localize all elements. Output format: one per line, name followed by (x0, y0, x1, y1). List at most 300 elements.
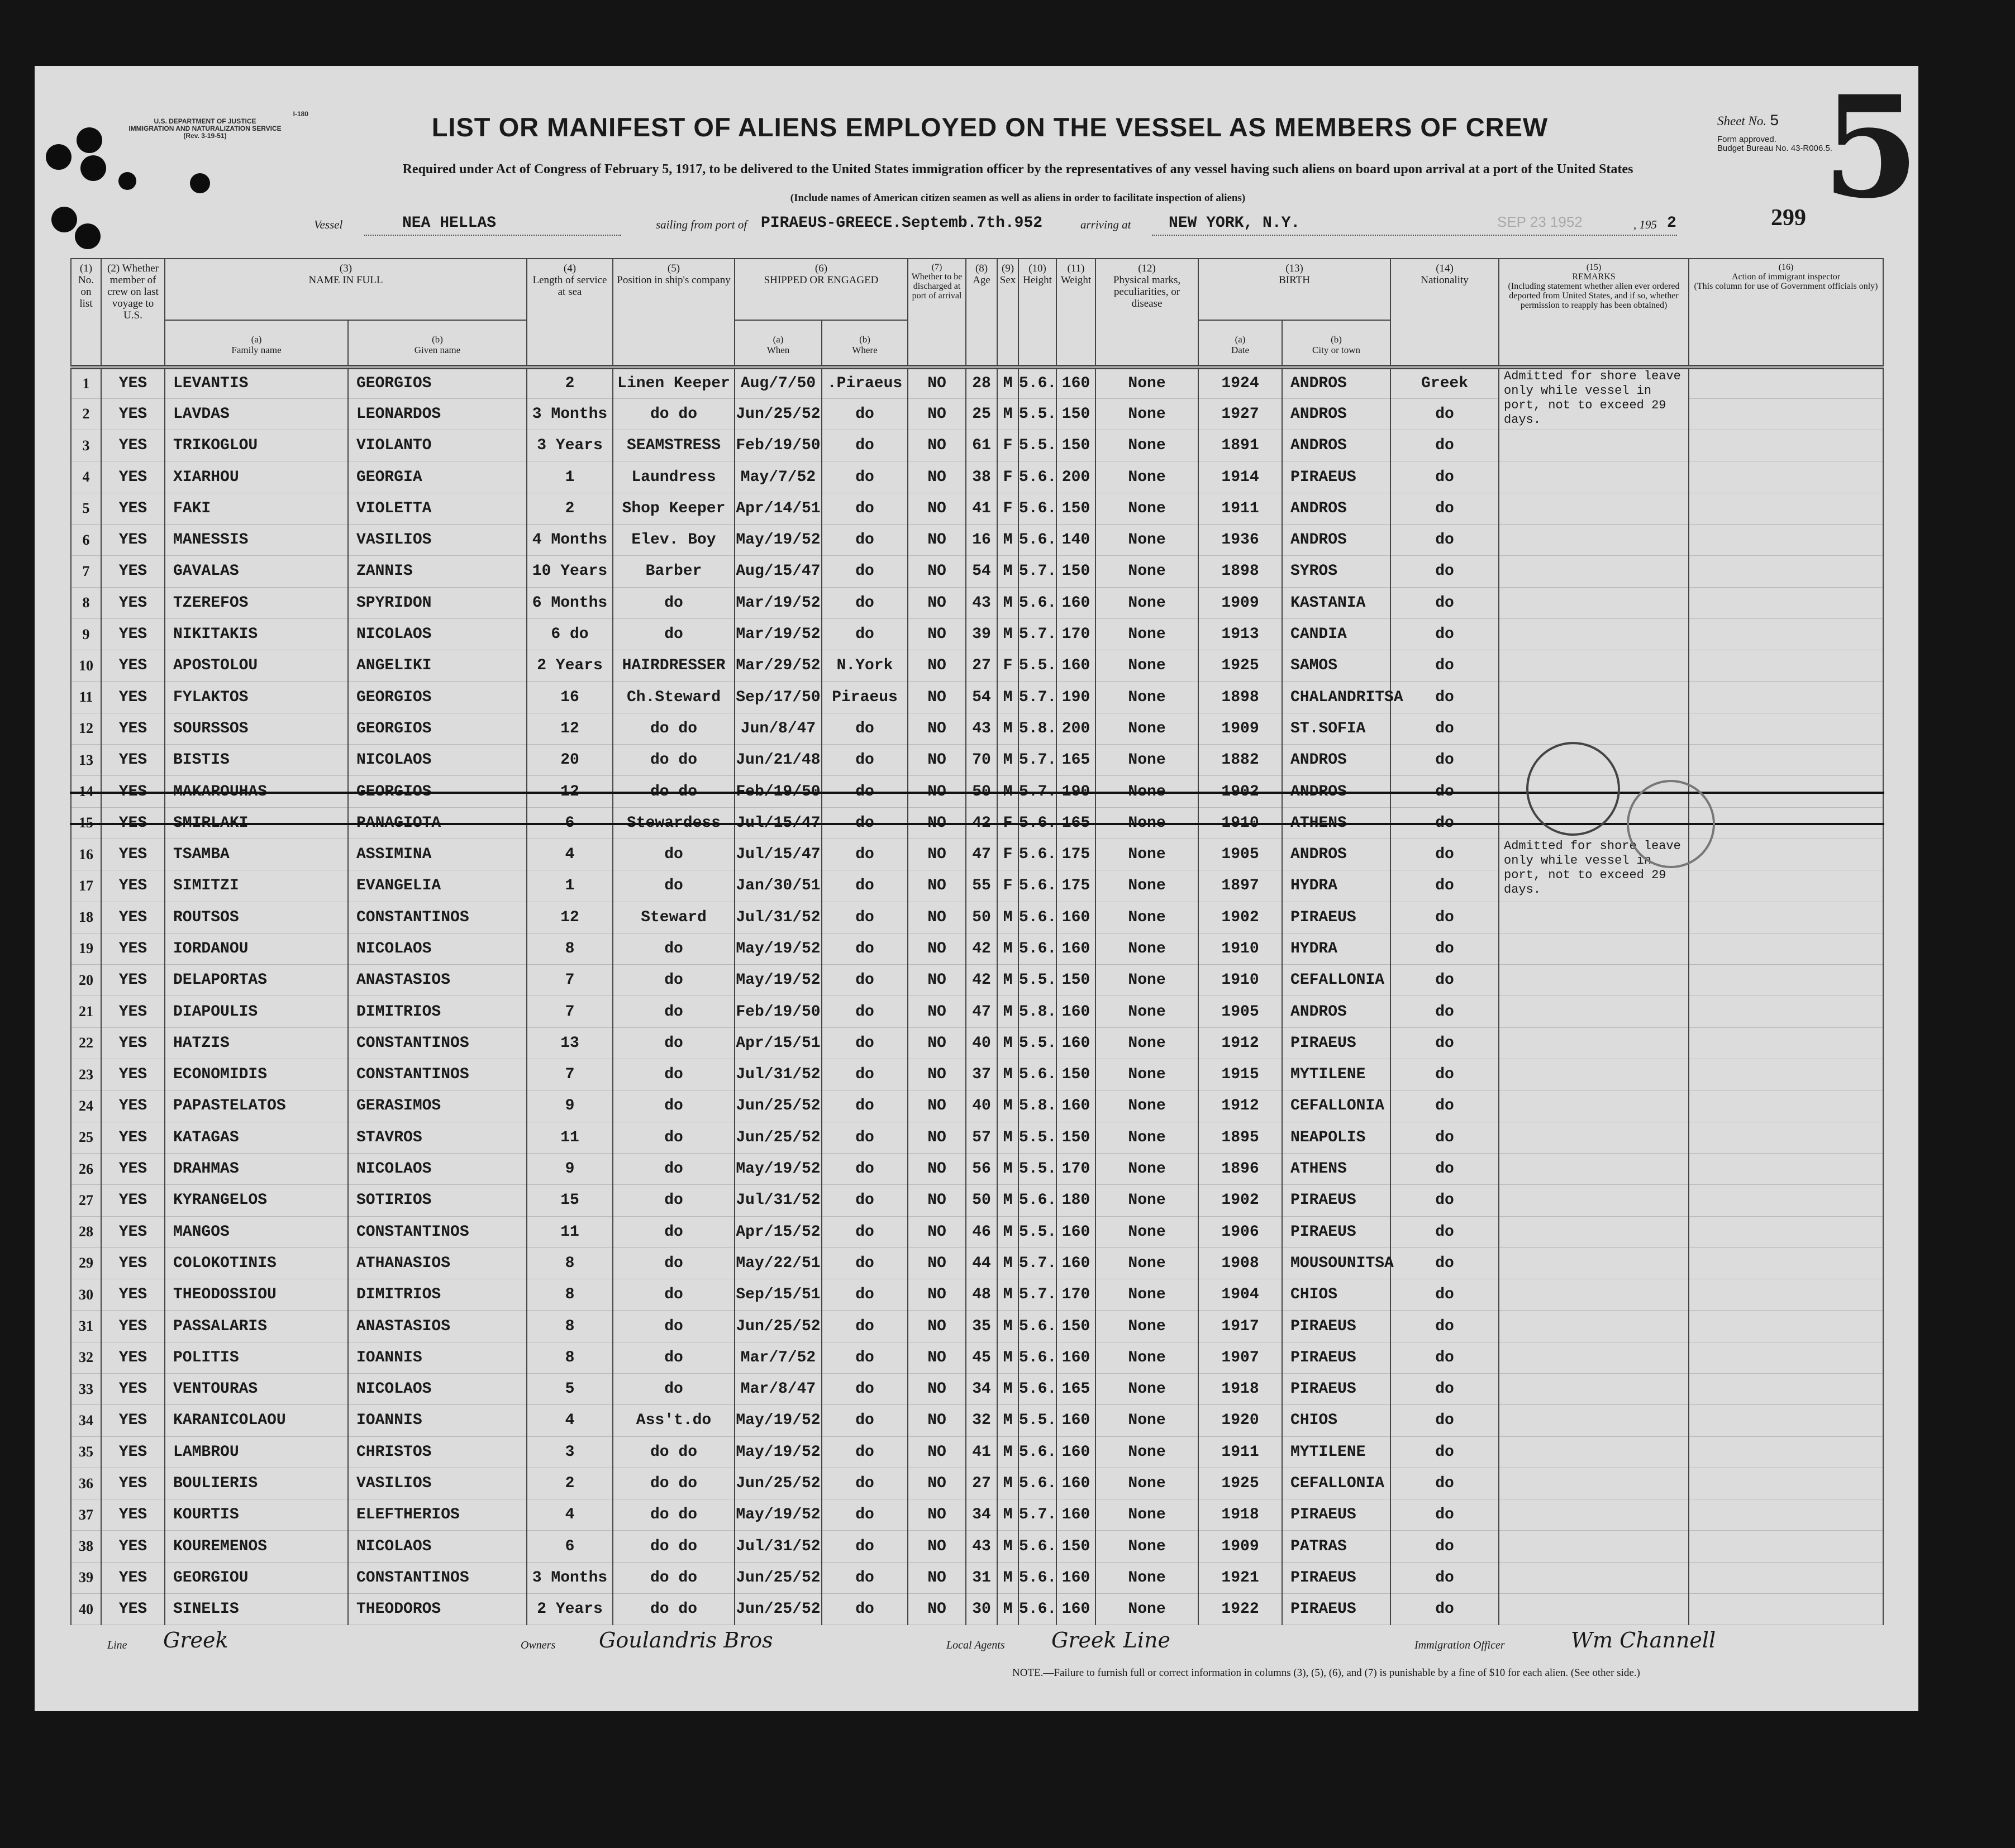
include-note: (Include names of American citizen seamen as well as aliens in order to facilitate inspection of aliens) (790, 192, 1246, 204)
discharged-cell: NO (908, 745, 966, 776)
family-name-cell: DIAPOULIS (165, 996, 348, 1027)
position-cell: Ass't.do (613, 1405, 735, 1436)
birth-date-cell: 1911 (1198, 1436, 1282, 1468)
weight-cell: 150 (1056, 430, 1095, 461)
service-length-cell: 7 (527, 996, 613, 1027)
col-service-header: (4) Length of service at sea (527, 259, 613, 367)
shipped-when-cell: Feb/19/50 (735, 996, 822, 1027)
height-cell: 5.5. (1018, 1122, 1056, 1153)
remarks-cell (1499, 682, 1689, 713)
given-name-cell: SOTIRIOS (348, 1185, 527, 1216)
height-cell: 5.7. (1018, 556, 1056, 587)
crew-last-voyage-cell: YES (101, 1342, 165, 1373)
sex-cell: M (997, 1499, 1018, 1531)
given-name-cell: CONSTANTINOS (348, 902, 527, 933)
birth-date-cell: 1905 (1198, 996, 1282, 1027)
vessel-underline (364, 235, 621, 236)
arrival-date-stamp: SEP 23 1952 (1497, 213, 1583, 230)
birth-place-cell: MYTILENE (1282, 1436, 1390, 1468)
nationality-cell: do (1390, 1562, 1499, 1593)
sailing-from: PIRAEUS-GREECE.Septemb.7th.952 (761, 215, 1043, 232)
crew-last-voyage-cell: YES (101, 1436, 165, 1468)
table-row (71, 1090, 1883, 1122)
family-name-cell: NIKITAKIS (165, 618, 348, 650)
shipped-where-cell: do (822, 965, 908, 996)
col-sex-header: (9) Sex (997, 259, 1018, 367)
family-name-cell: LEVANTIS (165, 367, 348, 398)
sex-cell: M (997, 933, 1018, 964)
col-given-name-header: (b) Given name (348, 320, 527, 367)
birth-place-cell: PIRAEUS (1282, 1374, 1390, 1405)
birth-place-cell: ANDROS (1282, 367, 1390, 398)
family-name-cell: LAVDAS (165, 398, 348, 430)
table-row (71, 461, 1883, 493)
discharged-cell: NO (908, 618, 966, 650)
family-name-cell: HATZIS (165, 1027, 348, 1059)
height-cell: 5.7. (1018, 682, 1056, 713)
sex-cell: M (997, 1562, 1018, 1593)
service-length-cell: 4 Months (527, 524, 613, 555)
given-name-cell: CONSTANTINOS (348, 1027, 527, 1059)
inspector-action-cell (1689, 556, 1883, 587)
row-number-cell: 22 (71, 1027, 101, 1059)
physical-marks-cell: None (1095, 1059, 1198, 1090)
physical-marks-cell: None (1095, 587, 1198, 618)
discharged-cell: NO (908, 1090, 966, 1122)
service-length-cell: 11 (527, 1216, 613, 1247)
table-row (71, 618, 1883, 650)
given-name-cell: VIOLETTA (348, 493, 527, 524)
position-cell: do (613, 1059, 735, 1090)
given-name-cell: IOANNIS (348, 1342, 527, 1373)
remarks-cell (1499, 1531, 1689, 1562)
birth-date-cell: 1921 (1198, 1562, 1282, 1593)
discharged-cell: NO (908, 430, 966, 461)
position-cell: Steward (613, 902, 735, 933)
height-cell: 5.7. (1018, 776, 1056, 807)
weight-cell: 160 (1056, 1216, 1095, 1247)
row-number-cell: 1 (71, 367, 101, 398)
inspector-action-cell (1689, 776, 1883, 807)
shipped-where-cell: do (822, 618, 908, 650)
remarks-cell: Admitted for shore leave only while vessel in port, not to exceed 29 days. (1499, 839, 1689, 902)
remarks-cell (1499, 1374, 1689, 1405)
given-name-cell: GEORGIOS (348, 367, 527, 398)
inspector-action-cell (1689, 430, 1883, 461)
row-number-cell: 27 (71, 1185, 101, 1216)
crew-last-voyage-cell: YES (101, 713, 165, 744)
inspector-action-cell (1689, 1499, 1883, 1531)
height-cell: 5.6. (1018, 1185, 1056, 1216)
nationality-cell: do (1390, 1027, 1499, 1059)
shipped-when-cell: Jul/31/52 (735, 1531, 822, 1562)
birth-place-cell: PIRAEUS (1282, 1216, 1390, 1247)
birth-date-cell: 1911 (1198, 493, 1282, 524)
remarks-cell (1499, 524, 1689, 555)
position-cell: do (613, 1153, 735, 1184)
crew-last-voyage-cell: YES (101, 1562, 165, 1593)
weight-cell: 160 (1056, 902, 1095, 933)
shipped-when-cell: May/22/51 (735, 1247, 822, 1279)
birth-place-cell: HYDRA (1282, 933, 1390, 964)
shipped-when-cell: Apr/15/52 (735, 1216, 822, 1247)
inspector-action-cell (1689, 461, 1883, 493)
table-row (71, 1059, 1883, 1090)
service-length-cell: 3 Years (527, 430, 613, 461)
birth-date-cell: 1902 (1198, 1185, 1282, 1216)
height-cell: 5.6. (1018, 933, 1056, 964)
birth-date-cell: 1909 (1198, 713, 1282, 744)
position-cell: do (613, 618, 735, 650)
position-cell: do do (613, 1499, 735, 1531)
remarks-cell (1499, 1436, 1689, 1468)
given-name-cell: GEORGIOS (348, 776, 527, 807)
table-row (71, 1247, 1883, 1279)
crew-last-voyage-cell: YES (101, 650, 165, 682)
discharged-cell: NO (908, 1027, 966, 1059)
service-length-cell: 4 (527, 1499, 613, 1531)
service-length-cell: 2 (527, 1468, 613, 1499)
family-name-cell: IORDANOU (165, 933, 348, 964)
sex-cell: M (997, 1185, 1018, 1216)
inspector-action-cell (1689, 1311, 1883, 1342)
sex-cell: M (997, 1059, 1018, 1090)
inspector-action-cell (1689, 1153, 1883, 1184)
table-row (71, 1562, 1883, 1593)
punch-hole (118, 172, 136, 190)
physical-marks-cell: None (1095, 1216, 1198, 1247)
given-name-cell: NICOLAOS (348, 1374, 527, 1405)
position-cell: Ch.Steward (613, 682, 735, 713)
sex-cell: M (997, 902, 1018, 933)
shipped-where-cell: N.York (822, 650, 908, 682)
birth-place-cell: CHALANDRITSA (1282, 682, 1390, 713)
birth-date-cell: 1936 (1198, 524, 1282, 555)
row-number-cell: 18 (71, 902, 101, 933)
discharged-cell: NO (908, 933, 966, 964)
inspector-action-cell (1689, 745, 1883, 776)
remarks-cell (1499, 1153, 1689, 1184)
table-row (71, 556, 1883, 587)
height-cell: 5.6. (1018, 870, 1056, 902)
position-cell: do (613, 933, 735, 964)
given-name-cell: LEONARDOS (348, 398, 527, 430)
shipped-where-cell: do (822, 1499, 908, 1531)
given-name-cell: GEORGIOS (348, 713, 527, 744)
officer-label: Immigration Officer (1414, 1639, 1505, 1651)
owners-value: Goulandris Bros (599, 1628, 773, 1652)
weight-cell: 170 (1056, 618, 1095, 650)
remarks-cell (1499, 1279, 1689, 1311)
crew-last-voyage-cell: YES (101, 807, 165, 839)
discharged-cell: NO (908, 902, 966, 933)
row-number-cell: 25 (71, 1122, 101, 1153)
crew-last-voyage-cell: YES (101, 1279, 165, 1311)
crew-rows (71, 367, 1883, 1625)
weight-cell: 160 (1056, 1090, 1095, 1122)
discharged-cell: NO (908, 682, 966, 713)
height-cell: 5.6. (1018, 367, 1056, 398)
department-header (102, 111, 308, 140)
shipped-where-cell: do (822, 398, 908, 430)
given-name-cell: NICOLAOS (348, 618, 527, 650)
col-birth-city-header: (b) City or town (1282, 320, 1390, 367)
shipped-when-cell: Aug/15/47 (735, 556, 822, 587)
table-row (71, 587, 1883, 618)
col-shipped-header: (6) SHIPPED OR ENGAGED (735, 259, 908, 320)
birth-date-cell: 1920 (1198, 1405, 1282, 1436)
height-cell: 5.5. (1018, 1216, 1056, 1247)
shipped-where-cell: do (822, 1594, 908, 1625)
service-length-cell: 8 (527, 1311, 613, 1342)
family-name-cell: DRAHMAS (165, 1153, 348, 1184)
remarks-cell (1499, 996, 1689, 1027)
given-name-cell: ANASTASIOS (348, 965, 527, 996)
given-name-cell: GERASIMOS (348, 1090, 527, 1122)
sex-cell: F (997, 807, 1018, 839)
remarks-cell (1499, 618, 1689, 650)
crew-last-voyage-cell: YES (101, 556, 165, 587)
service-length-cell: 4 (527, 1405, 613, 1436)
form-number: I-180 (293, 110, 308, 118)
shipped-where-cell: do (822, 430, 908, 461)
discharged-cell: NO (908, 807, 966, 839)
shipped-where-cell: do (822, 1090, 908, 1122)
crew-last-voyage-cell: YES (101, 1216, 165, 1247)
birth-date-cell: 1925 (1198, 1468, 1282, 1499)
position-cell: Shop Keeper (613, 493, 735, 524)
height-cell: 5.6. (1018, 1594, 1056, 1625)
age-cell: 39 (966, 618, 997, 650)
service-length-cell: 6 do (527, 618, 613, 650)
family-name-cell: KOUREMENOS (165, 1531, 348, 1562)
position-cell: do do (613, 1594, 735, 1625)
row-number-cell: 36 (71, 1468, 101, 1499)
discharged-cell: NO (908, 493, 966, 524)
height-cell: 5.8. (1018, 996, 1056, 1027)
given-name-cell: NICOLAOS (348, 933, 527, 964)
birth-date-cell: 1917 (1198, 1311, 1282, 1342)
position-cell: do (613, 996, 735, 1027)
nationality-cell: do (1390, 587, 1499, 618)
nationality-cell: do (1390, 1405, 1499, 1436)
table-row (71, 1216, 1883, 1247)
crew-last-voyage-cell: YES (101, 1059, 165, 1090)
birth-date-cell: 1909 (1198, 1531, 1282, 1562)
inspector-action-cell (1689, 870, 1883, 902)
weight-cell: 160 (1056, 933, 1095, 964)
punch-hole (46, 144, 72, 170)
physical-marks-cell: None (1095, 650, 1198, 682)
col-position-header: (5) Position in ship's company (613, 259, 735, 367)
shipped-when-cell: Aug/7/50 (735, 367, 822, 398)
shipped-where-cell: do (822, 524, 908, 555)
col-number-header: (1) No. on list (71, 259, 101, 367)
nationality-cell: do (1390, 933, 1499, 964)
sheet-body (35, 66, 1918, 1711)
crew-last-voyage-cell: YES (101, 461, 165, 493)
crew-last-voyage-cell: YES (101, 1153, 165, 1184)
table-row (71, 682, 1883, 713)
crew-last-voyage-cell: YES (101, 1405, 165, 1436)
shipped-when-cell: Jul/31/52 (735, 1059, 822, 1090)
sex-cell: M (997, 398, 1018, 430)
sex-cell: M (997, 1531, 1018, 1562)
nationality-cell: do (1390, 1122, 1499, 1153)
shipped-when-cell: May/19/52 (735, 965, 822, 996)
age-cell: 45 (966, 1342, 997, 1373)
nationality-cell: do (1390, 1247, 1499, 1279)
discharged-cell: NO (908, 776, 966, 807)
family-name-cell: TZEREFOS (165, 587, 348, 618)
weight-cell: 160 (1056, 996, 1095, 1027)
table-row (71, 902, 1883, 933)
sex-cell: M (997, 1436, 1018, 1468)
crew-last-voyage-cell: YES (101, 933, 165, 964)
inspector-action-cell (1689, 1374, 1883, 1405)
nationality-cell: do (1390, 1059, 1499, 1090)
height-cell: 5.6. (1018, 1311, 1056, 1342)
weight-cell: 150 (1056, 556, 1095, 587)
position-cell: do (613, 965, 735, 996)
row-number-cell: 33 (71, 1374, 101, 1405)
page-title: LIST OR MANIFEST OF ALIENS EMPLOYED ON THE VESSEL AS MEMBERS OF CREW (431, 112, 1549, 142)
physical-marks-cell: None (1095, 745, 1198, 776)
physical-marks-cell: None (1095, 398, 1198, 430)
birth-date-cell: 1882 (1198, 745, 1282, 776)
year-suffix: 2 (1667, 215, 1676, 232)
birth-place-cell: ST.SOFIA (1282, 713, 1390, 744)
shipped-where-cell: do (822, 1122, 908, 1153)
shipped-where-cell: do (822, 745, 908, 776)
given-name-cell: NICOLAOS (348, 1153, 527, 1184)
nationality-cell: do (1390, 1311, 1499, 1342)
crew-last-voyage-cell: YES (101, 745, 165, 776)
position-cell: do (613, 1247, 735, 1279)
inspector-action-cell (1689, 839, 1883, 870)
shipped-when-cell: Apr/15/51 (735, 1027, 822, 1059)
family-name-cell: COLOKOTINIS (165, 1247, 348, 1279)
birth-place-cell: PIRAEUS (1282, 1185, 1390, 1216)
weight-cell: 200 (1056, 713, 1095, 744)
nationality-cell: do (1390, 461, 1499, 493)
shipped-when-cell: Jun/25/52 (735, 1562, 822, 1593)
table-row (71, 367, 1883, 398)
shipped-when-cell: Jun/25/52 (735, 398, 822, 430)
remarks-cell: Admitted for shore leave only while vessel in port, not to exceed 29 days. (1499, 367, 1689, 430)
position-cell: Linen Keeper (613, 367, 735, 398)
nationality-cell: do (1390, 1468, 1499, 1499)
discharged-cell: NO (908, 1311, 966, 1342)
shipped-where-cell: do (822, 461, 908, 493)
shipped-when-cell: May/19/52 (735, 1405, 822, 1436)
table-row (71, 713, 1883, 744)
remarks-cell (1499, 1247, 1689, 1279)
nationality-cell: do (1390, 1499, 1499, 1531)
height-cell: 5.5. (1018, 965, 1056, 996)
remarks-cell (1499, 1562, 1689, 1593)
table-row (71, 1185, 1883, 1216)
birth-place-cell: ATHENS (1282, 1153, 1390, 1184)
given-name-cell: CONSTANTINOS (348, 1216, 527, 1247)
inspector-action-cell (1689, 1027, 1883, 1059)
table-row (71, 524, 1883, 555)
manifest-sheet (35, 66, 1918, 1711)
discharged-cell: NO (908, 587, 966, 618)
discharged-cell: NO (908, 1531, 966, 1562)
birth-place-cell: PIRAEUS (1282, 1499, 1390, 1531)
row-number-cell: 3 (71, 430, 101, 461)
remarks-cell (1499, 1027, 1689, 1059)
row-number-cell: 30 (71, 1279, 101, 1311)
physical-marks-cell: None (1095, 367, 1198, 398)
nationality-cell: do (1390, 556, 1499, 587)
physical-marks-cell: None (1095, 1185, 1198, 1216)
family-name-cell: MANESSIS (165, 524, 348, 555)
crew-last-voyage-cell: YES (101, 1247, 165, 1279)
shipped-where-cell: do (822, 493, 908, 524)
table-row (71, 1531, 1883, 1562)
service-length-cell: 3 Months (527, 398, 613, 430)
physical-marks-cell: None (1095, 493, 1198, 524)
shipped-when-cell: May/19/52 (735, 1499, 822, 1531)
nationality-cell: do (1390, 430, 1499, 461)
shipped-where-cell: do (822, 1059, 908, 1090)
service-length-cell: 2 (527, 493, 613, 524)
sex-cell: M (997, 776, 1018, 807)
consular-seal-stamp (1526, 742, 1620, 836)
given-name-cell: VASILIOS (348, 1468, 527, 1499)
given-name-cell: ANASTASIOS (348, 1311, 527, 1342)
remarks-cell (1499, 1342, 1689, 1373)
officer-signature: Wm Channell (1571, 1628, 1716, 1652)
shipped-where-cell: do (822, 1216, 908, 1247)
row-number-cell: 23 (71, 1059, 101, 1090)
position-cell: Elev. Boy (613, 524, 735, 555)
position-cell: Laundress (613, 461, 735, 493)
discharged-cell: NO (908, 1405, 966, 1436)
position-cell: do do (613, 1562, 735, 1593)
shipped-when-cell: Jun/25/52 (735, 1468, 822, 1499)
nationality-cell: do (1390, 1279, 1499, 1311)
inspector-action-cell (1689, 1405, 1883, 1436)
shipped-where-cell: do (822, 996, 908, 1027)
position-cell: do do (613, 745, 735, 776)
row-number-cell: 24 (71, 1090, 101, 1122)
sailing-label: sailing from port of (656, 218, 747, 231)
col-remarks-header: (15) REMARKS (Including statement whether alien ever ordered deported from United States, and if so, whether permission to reapply has been obtained) (1499, 259, 1689, 367)
nationality-cell: do (1390, 745, 1499, 776)
col-weight-header: (11) Weight (1056, 259, 1095, 367)
remarks-cell (1499, 933, 1689, 964)
year-prefix: , 195 (1633, 218, 1657, 231)
shipped-when-cell: Sep/15/51 (735, 1279, 822, 1311)
family-name-cell: KATAGAS (165, 1122, 348, 1153)
nationality-cell: do (1390, 807, 1499, 839)
shipped-where-cell: do (822, 933, 908, 964)
physical-marks-cell: None (1095, 1531, 1198, 1562)
agents-label: Local Agents (946, 1639, 1005, 1651)
shipped-where-cell: do (822, 1342, 908, 1373)
service-length-cell: 7 (527, 965, 613, 996)
discharged-cell: NO (908, 650, 966, 682)
given-name-cell: ATHANASIOS (348, 1247, 527, 1279)
service-length-cell: 13 (527, 1027, 613, 1059)
physical-marks-cell: None (1095, 1436, 1198, 1468)
height-cell: 5.6. (1018, 902, 1056, 933)
crew-last-voyage-cell: YES (101, 965, 165, 996)
shipped-where-cell: do (822, 1562, 908, 1593)
